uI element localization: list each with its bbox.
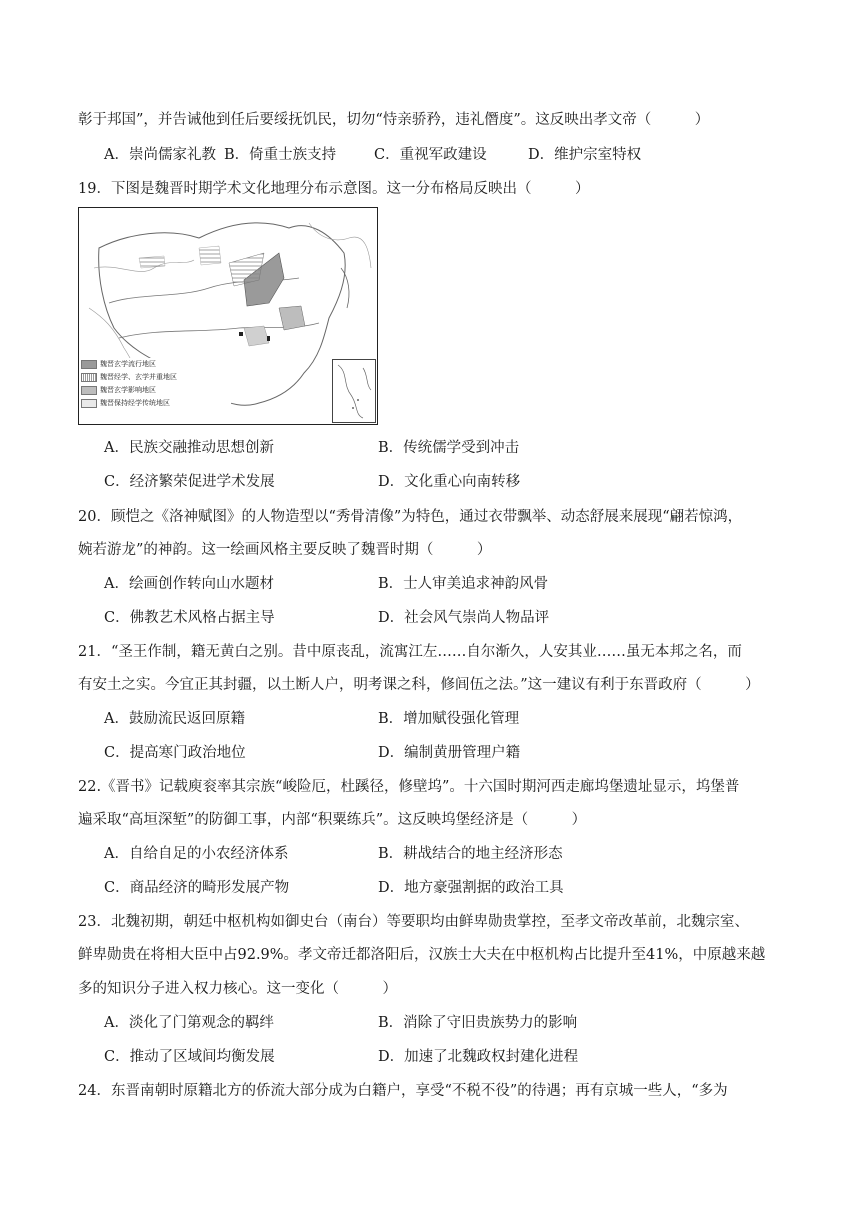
q21-option-c[interactable]: C．提高寒门政治地位: [104, 745, 246, 761]
q23-stem-line1: 23．北魏初期，朝廷中枢机构如御史台（南台）等要职均由鲜卑勋贵掌控，至孝文帝改革前，北魏宗室、: [78, 914, 749, 930]
map-marker-2: [267, 336, 270, 341]
q18-option-b[interactable]: B．倚重士族支持: [224, 147, 337, 163]
q23-option-b[interactable]: B．消除了守旧贵族势力的影响: [378, 1015, 578, 1031]
q19-option-a[interactable]: A．民族交融推动思想创新: [104, 440, 274, 456]
q22-stem-line1: 22.《晋书》记载庾衮率其宗族“峻险厄，杜蹊径，修壁坞”。十六国时期河西走廊坞堡遗址显示，坞堡普: [78, 779, 740, 795]
q21-option-a[interactable]: A．鼓励流民返回原籍: [104, 711, 245, 727]
region-jingxue: [139, 256, 165, 268]
q19-option-c[interactable]: C．经济繁荣促进学术发展: [104, 474, 275, 490]
legend-item-3: 魏晋玄学影响地区: [81, 384, 231, 397]
q18-stem-tail: 彰于邦国”，并告诫他到任后要绥抚饥民，切勿“恃亲骄矜，违礼僭度”。这反映出孝文帝（ ）: [78, 112, 710, 128]
q20-option-b[interactable]: B．士人审美追求神韵风骨: [378, 576, 549, 592]
q22-option-c[interactable]: C．商品经济的畸形发展产物: [104, 880, 290, 896]
legend-item-4: 魏晋保持经学传统地区: [81, 397, 231, 410]
q20-stem-line2: 婉若游龙”的神韵。这一绘画风格主要反映了魏晋时期（ ）: [78, 542, 492, 558]
q19-stem: 19．下图是魏晋时期学术文化地理分布示意图。这一分布格局反映出（ ）: [78, 181, 590, 197]
region-south: [244, 326, 269, 346]
region-xuanxue-influence: [279, 306, 305, 330]
legend-item-2: 魏晋经学、玄学并重地区: [81, 371, 231, 384]
q18-option-c[interactable]: C．重视军政建设: [374, 147, 487, 163]
q20-option-d[interactable]: D．社会风气崇尚人物品评: [378, 610, 550, 626]
q21-option-d[interactable]: D．编制黄册管理户籍: [378, 745, 521, 761]
q21-stem-line2: 有安土之实。今宜正其封疆，以土断人户，明考课之科，修闾伍之法。”这一建议有利于东晋政府（ ）: [78, 677, 760, 693]
q20-option-a[interactable]: A．绘画创作转向山水题材: [104, 576, 274, 592]
q24-stem-line1: 24．东晋南朝时原籍北方的侨流大部分成为白籍户，享受“不税不役”的待遇；再有京城一些人，“多为: [78, 1083, 728, 1099]
map-legend: [81, 358, 231, 410]
q18-option-a[interactable]: A．崇尚儒家礼教: [104, 147, 216, 163]
q21-option-b[interactable]: B．增加赋役强化管理: [378, 711, 520, 727]
map-korea: [341, 268, 349, 308]
q19-option-d[interactable]: D．文化重心向南转移: [378, 474, 521, 490]
q22-option-a[interactable]: A．自给自足的小农经济体系: [104, 846, 289, 862]
q21-stem-line1: 21．“圣王作制，籍无黄白之别。昔中原丧乱，流寓江左……自尔渐久，人安其业……虽无本邦之名，而: [78, 644, 742, 660]
region-jingxue-2: [199, 246, 221, 265]
q23-stem-line2: 鲜卑勋贵在将相大臣中占92.9%。孝文帝迁都洛阳后，汉族士大夫在中枢机构占比提升至41%，中原越来越: [78, 947, 766, 963]
q19-option-b[interactable]: B．传统儒学受到冲击: [378, 440, 520, 456]
q22-stem-line2: 遍采取“高垣深堑”的防御工事，内部“积粟练兵”。这反映坞堡经济是（ ）: [78, 812, 587, 828]
q22-option-b[interactable]: B．耕战结合的地主经济形态: [378, 846, 563, 862]
q23-option-c[interactable]: C．推动了区域间均衡发展: [104, 1049, 275, 1065]
south-china-sea-inset: [332, 359, 376, 423]
legend-item-1: 魏晋玄学流行地区: [81, 358, 231, 371]
culture-distribution-map: [78, 207, 378, 425]
q20-option-c[interactable]: C．佛教艺术风格占据主导: [104, 610, 275, 626]
map-marker-1: [239, 332, 243, 336]
q22-option-d[interactable]: D．地方豪强割据的政治工具: [378, 880, 564, 896]
q23-option-d[interactable]: D．加速了北魏政权封建化进程: [378, 1049, 579, 1065]
q23-option-a[interactable]: A．淡化了门第观念的羁绊: [104, 1015, 274, 1031]
q23-stem-line3: 多的知识分子进入权力核心。这一变化（ ）: [78, 981, 397, 997]
q18-option-d[interactable]: D．维护宗室特权: [528, 147, 642, 163]
q20-stem-line1: 20．顾恺之《洛神赋图》的人物造型以“秀骨清像”为特色，通过衣带飘举、动态舒展来展现“翩若惊鸿，: [78, 509, 743, 525]
